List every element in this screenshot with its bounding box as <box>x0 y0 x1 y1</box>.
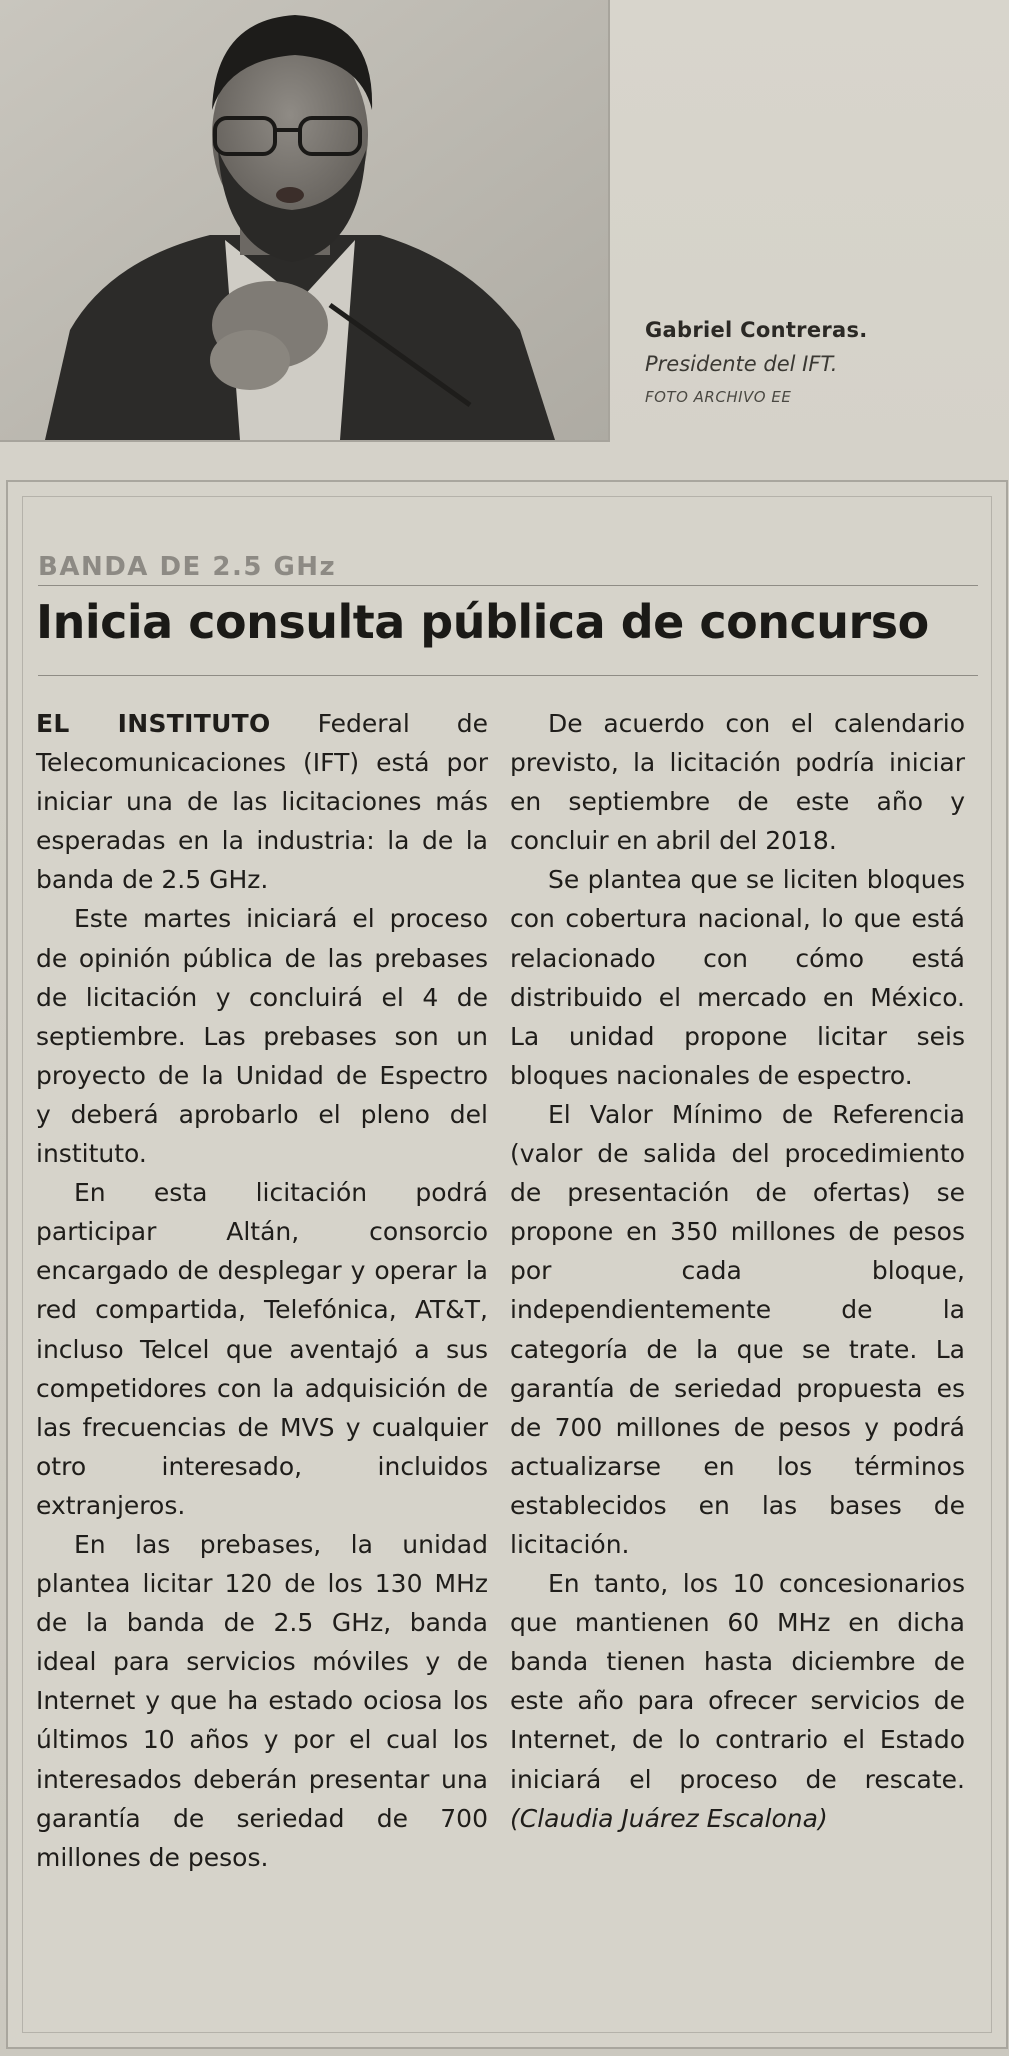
article-paragraph <box>510 1564 965 1838</box>
article-paragraph: De acuerdo con el calendario previsto, la licitación podría iniciar en septiembre de este año y concluir en abril del 2018. <box>510 709 965 856</box>
caption-role: Presidente del IFT. <box>645 352 838 376</box>
kicker-divider <box>38 585 978 586</box>
article-paragraph <box>36 704 488 899</box>
portrait-photo <box>0 0 610 442</box>
portrait-illustration-icon <box>0 0 608 440</box>
article-byline: (Claudia Juárez Escalona) <box>510 1803 828 1833</box>
article-paragraph: Este martes iniciará el proceso de opinión pública de las prebases de licitación y concluirá el 4 de septiembre. Las prebases son un proyecto de la Unidad de Espectro y deberá aprobarlo el pleno del instituto. <box>36 904 488 1169</box>
article-kicker: BANDA DE 2.5 GHz <box>38 552 337 582</box>
article-box <box>6 480 1008 2049</box>
photo-credit: FOTO ARCHIVO EE <box>645 388 792 406</box>
article-paragraph: En las prebases, la unidad plantea licitar 120 de los 130 MHz de la banda de 2.5 GHz, banda ideal para servicios móviles y de Internet y que ha estado ociosa los últimos 10 años y por el cual los interesados deberán presentar una garantía de seriedad de 700 millones de pesos. <box>36 1529 488 1872</box>
lead-words: EL INSTITUTO <box>36 709 271 738</box>
article-column-right <box>510 704 965 1838</box>
article-paragraph: Se plantea que se liciten bloques con cobertura nacional, lo que está relacionado con cómo está distribuido el mercado en México. La unidad propone licitar seis bloques nacionales de espectro. <box>510 865 965 1090</box>
article-column-left <box>36 704 488 1877</box>
article-headline: Inicia consulta pública de concurso <box>36 595 929 649</box>
paragraph-text: Federal de Telecomunicaciones (IFT) está por iniciar una de las licitaciones más esperadas en la industria: la de la banda de 2.5 GHz. <box>36 709 488 895</box>
photo-caption <box>645 318 985 406</box>
caption-name: Gabriel Contreras. <box>645 318 868 342</box>
article-paragraph: En esta licitación podrá participar Altán, consorcio encargado de desplegar y operar la red compartida, Telefónica, AT&T, incluso Telcel que aventajó a sus competidores con la adquisición de las frecuencias de MVS y cualquier otro interesado, incluidos extranjeros. <box>36 1178 488 1520</box>
article-paragraph: El Valor Mínimo de Referencia (valor de salida del procedimiento de presentación de ofertas) se propone en 350 millones de pesos por cada bloque, independientemente de la categoría de la que se trate. La garantía de seriedad propuesta es de 700 millones de pesos y podrá actualizarse en los términos establecidos en las bases de licitación. <box>510 1099 965 1559</box>
headline-divider <box>38 675 978 676</box>
paragraph-text: En tanto, los 10 concesionarios que mantienen 60 MHz en dicha banda tienen hasta diciembre de este año para ofrecer servicios de Internet, de lo contrario el Estado iniciará el proceso de rescate. <box>510 1569 965 1794</box>
